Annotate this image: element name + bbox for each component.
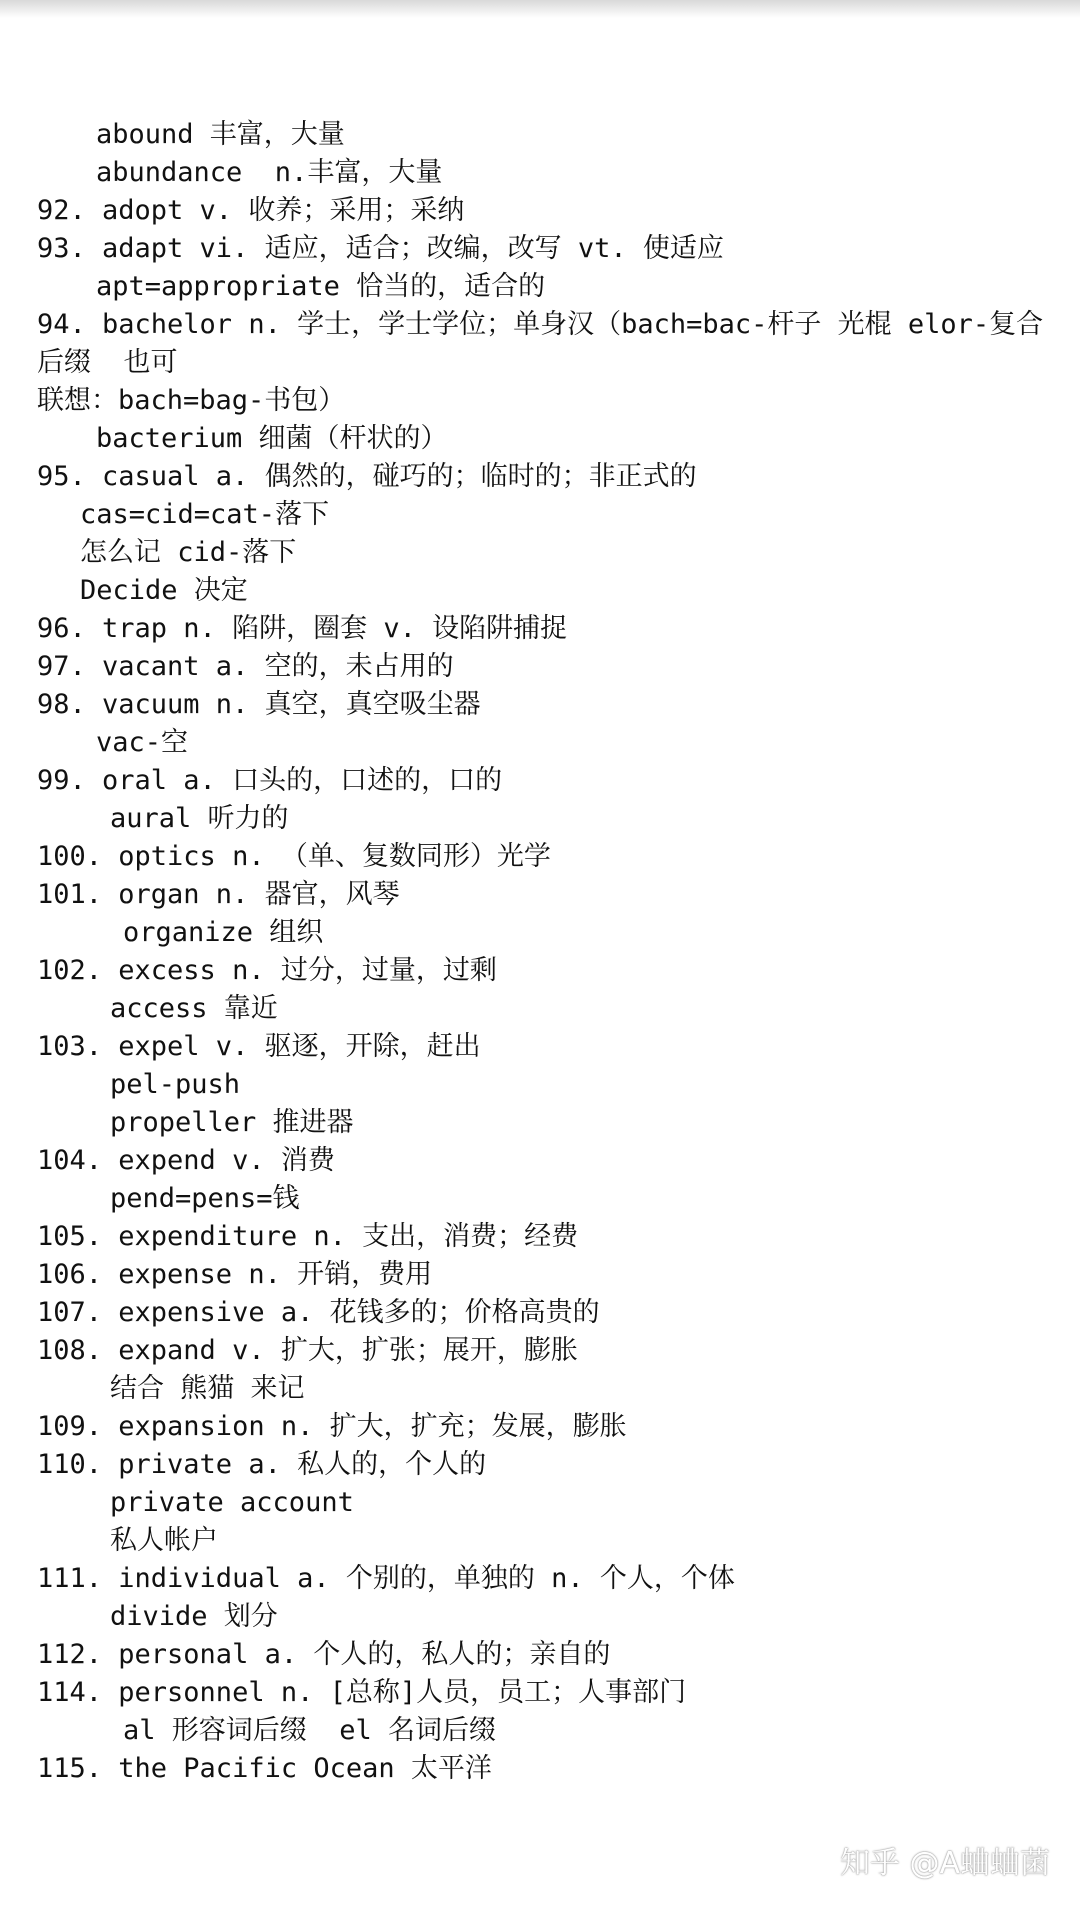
text-line: 109. expansion n. 扩大，扩充；发展，膨胀 [37, 1411, 627, 1442]
text-line: cas=cid=cat-落下 [80, 499, 330, 530]
text-line: 92. adopt v. 收养；采用；采纳 [37, 195, 465, 226]
text-line: 联想：bach=bag-书包） [37, 385, 346, 416]
text-line: 112. personal a. 个人的，私人的；亲自的 [37, 1639, 611, 1670]
text-line: 怎么记 cid-落下 [80, 537, 297, 568]
text-line: al 形容词后缀 el 名词后缀 [123, 1715, 497, 1746]
text-line: 110. private a. 私人的，个人的 [37, 1449, 487, 1480]
text-line: abundance n.丰富，大量 [96, 157, 443, 188]
text-line: 115. the Pacific Ocean 太平洋 [37, 1753, 492, 1784]
text-line: propeller 推进器 [110, 1107, 354, 1138]
text-line: 99. oral a. 口头的，口述的，口的 [37, 765, 503, 796]
text-line: organize 组织 [123, 917, 324, 948]
text-line: aural 听力的 [110, 803, 289, 834]
text-line: Decide 决定 [80, 575, 248, 606]
watermark: 知乎 @A蛐蛐菌 [839, 1846, 1050, 1881]
text-line: private account [110, 1487, 354, 1518]
text-line: 私人帐户 [110, 1525, 218, 1556]
text-line: 105. expenditure n. 支出，消费；经费 [37, 1221, 579, 1252]
text-line: vac-空 [96, 727, 189, 758]
text-line: apt=appropriate 恰当的，适合的 [96, 271, 546, 302]
text-line: 106. expense n. 开销，费用 [37, 1259, 433, 1290]
text-line: 98. vacuum n. 真空，真空吸尘器 [37, 689, 481, 720]
text-line: pend=pens=钱 [110, 1183, 300, 1214]
text-line: pel-push [110, 1069, 241, 1100]
text-line: 114. personnel n. [总称]人员，员工；人事部门 [37, 1677, 687, 1708]
text-line: 结合 熊猫 来记 [110, 1373, 305, 1404]
text-line: 94. bachelor n. 学士，学士学位；单身汉（bach=bac-杆子 光棍 elor-复合 [37, 309, 1044, 340]
text-line: 108. expand v. 扩大，扩张；展开，膨胀 [37, 1335, 578, 1366]
text-line: abound 丰富，大量 [96, 119, 345, 150]
text-line: divide 划分 [110, 1601, 278, 1632]
text-line: 102. excess n. 过分，过量，过剩 [37, 955, 497, 986]
text-line: 107. expensive a. 花钱多的；价格高贵的 [37, 1297, 600, 1328]
text-line: 97. vacant a. 空的，未占用的 [37, 651, 454, 682]
text-line: bacterium 细菌（杆状的） [96, 423, 448, 454]
text-line: 后缀 也可 [37, 347, 178, 378]
text-line: 101. organ n. 器官，风琴 [37, 879, 400, 910]
text-line: 95. casual a. 偶然的，碰巧的；临时的；非正式的 [37, 461, 697, 492]
text-line: 104. expend v. 消费 [37, 1145, 335, 1176]
text-line: 103. expel v. 驱逐，开除，赶出 [37, 1031, 481, 1062]
text-line: access 靠近 [110, 993, 278, 1024]
text-line: 111. individual a. 个别的，单独的 n. 个人，个体 [37, 1563, 735, 1594]
text-line: 93. adapt vi. 适应，适合；改编，改写 vt. 使适应 [37, 233, 724, 264]
text-line: 96. trap n. 陷阱，圈套 v. 设陷阱捕捉 [37, 613, 568, 644]
text-line: 100. optics n. （单、复数同形）光学 [37, 841, 551, 872]
